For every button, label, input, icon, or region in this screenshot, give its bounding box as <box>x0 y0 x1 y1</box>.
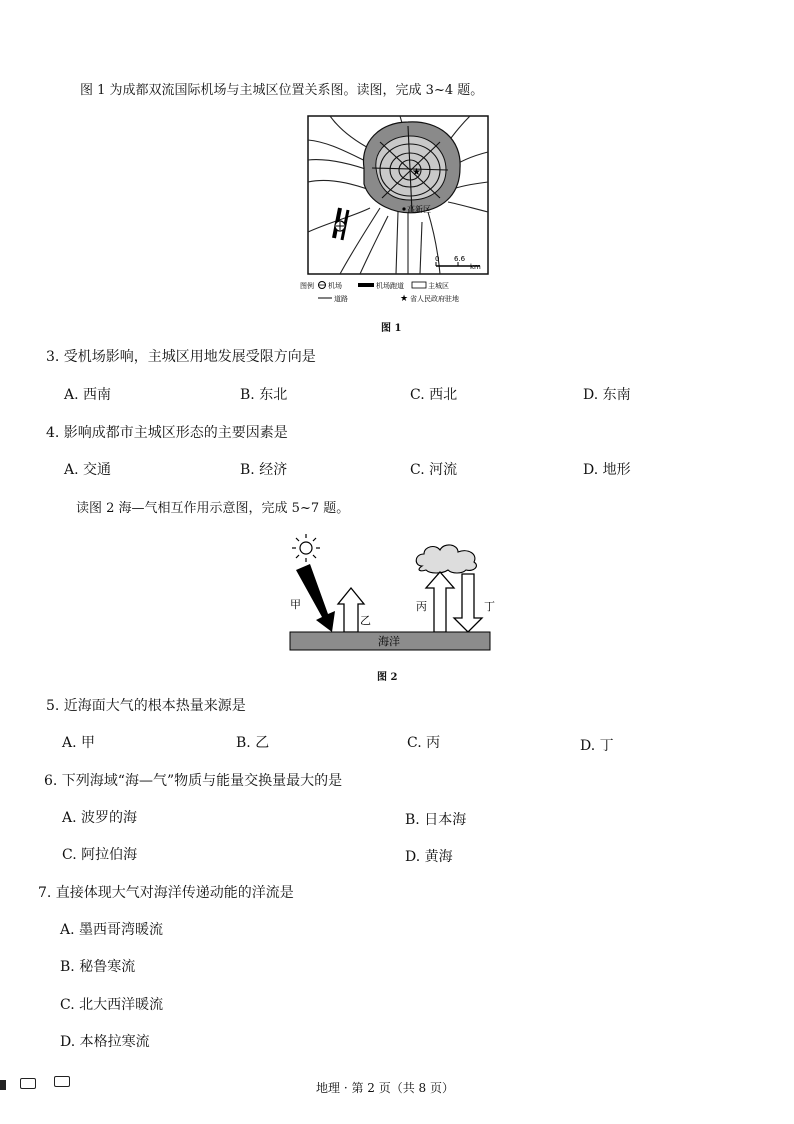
q5-option-b[interactable]: B. 乙 <box>236 735 270 751</box>
question-3-stem: 3. 受机场影响，主城区用地发展受限方向是 <box>46 349 316 365</box>
star-icon: ★ <box>400 294 409 304</box>
figure-1-caption: 图 1 <box>381 323 402 334</box>
q7-option-c[interactable]: C. 北大西洋暖流 <box>60 997 164 1013</box>
legend-urban: 主城区 <box>428 282 449 290</box>
q6-option-a[interactable]: A. 波罗的海 <box>62 810 138 826</box>
arrow-bing <box>426 572 454 632</box>
label-bing: 丙 <box>416 600 427 613</box>
q5-option-d[interactable]: D. 丁 <box>580 738 614 754</box>
question-5-stem: 5. 近海面大气的根本热量来源是 <box>46 698 246 714</box>
q3-option-b[interactable]: B. 东北 <box>240 387 288 403</box>
q6-option-d[interactable]: D. 黄海 <box>405 849 453 865</box>
question-7-stem: 7. 直接体现大气对海洋传递动能的洋流是 <box>38 885 294 901</box>
scale-value: 6.6 <box>454 255 466 263</box>
q4-option-c[interactable]: C. 河流 <box>410 462 458 478</box>
q3-option-c[interactable]: C. 西北 <box>410 387 458 403</box>
question-6-stem: 6. 下列海域“海—气”物质与能量交换量最大的是 <box>44 773 343 789</box>
q4-option-b[interactable]: B. 经济 <box>240 462 288 478</box>
q6-option-b[interactable]: B. 日本海 <box>405 812 467 828</box>
q7-option-b[interactable]: B. 秘鲁寒流 <box>60 959 136 975</box>
q3-option-d[interactable]: D. 东南 <box>583 387 631 403</box>
cloud-icon <box>416 545 476 573</box>
legend-government: 省人民政府驻地 <box>410 295 459 303</box>
intro-text-fig2: 读图 2 海—气相互作用示意图，完成 5~7 题。 <box>76 501 350 516</box>
figure-2-diagram <box>286 532 496 656</box>
q5-option-a[interactable]: A. 甲 <box>62 735 96 751</box>
figure-1-map <box>300 112 496 308</box>
arrow-jia <box>296 564 335 632</box>
q7-option-d[interactable]: D. 本格拉寒流 <box>60 1034 150 1050</box>
page-footer: 地理 · 第 2 页（共 8 页） <box>316 1081 454 1095</box>
intro-text-fig1: 图 1 为成都双流国际机场与主城区位置关系图。读图，完成 3~4 题。 <box>80 83 484 98</box>
label-jia: 甲 <box>290 598 301 611</box>
arrow-ding <box>454 574 482 632</box>
legend-title: 图例 <box>300 282 314 290</box>
scan-box-1 <box>20 1078 36 1089</box>
q4-option-d[interactable]: D. 地形 <box>583 462 631 478</box>
label-ocean: 海洋 <box>378 635 400 648</box>
scan-mark <box>0 1080 6 1090</box>
q5-option-c[interactable]: C. 丙 <box>407 735 441 751</box>
q3-option-a[interactable]: A. 西南 <box>64 387 112 403</box>
fig1-place-label: 高新区 <box>407 205 431 214</box>
q4-option-a[interactable]: A. 交通 <box>64 462 112 478</box>
sun-icon <box>292 534 320 562</box>
svg-text:★: ★ <box>412 167 421 178</box>
question-4-stem: 4. 影响成都市主城区形态的主要因素是 <box>46 425 288 441</box>
label-ding: 丁 <box>484 600 495 613</box>
q6-option-c[interactable]: C. 阿拉伯海 <box>62 847 138 863</box>
figure-2-caption: 图 2 <box>377 672 398 683</box>
legend-runway: 机场跑道 <box>376 282 404 290</box>
legend-road: 道路 <box>334 295 348 303</box>
scale-unit: km <box>470 263 481 271</box>
label-yi: 乙 <box>360 614 371 627</box>
q7-option-a[interactable]: A. 墨西哥湾暖流 <box>60 922 164 938</box>
scan-box-2 <box>54 1076 70 1087</box>
legend-airport: 机场 <box>328 282 342 290</box>
scale-zero: 0 <box>435 255 440 263</box>
